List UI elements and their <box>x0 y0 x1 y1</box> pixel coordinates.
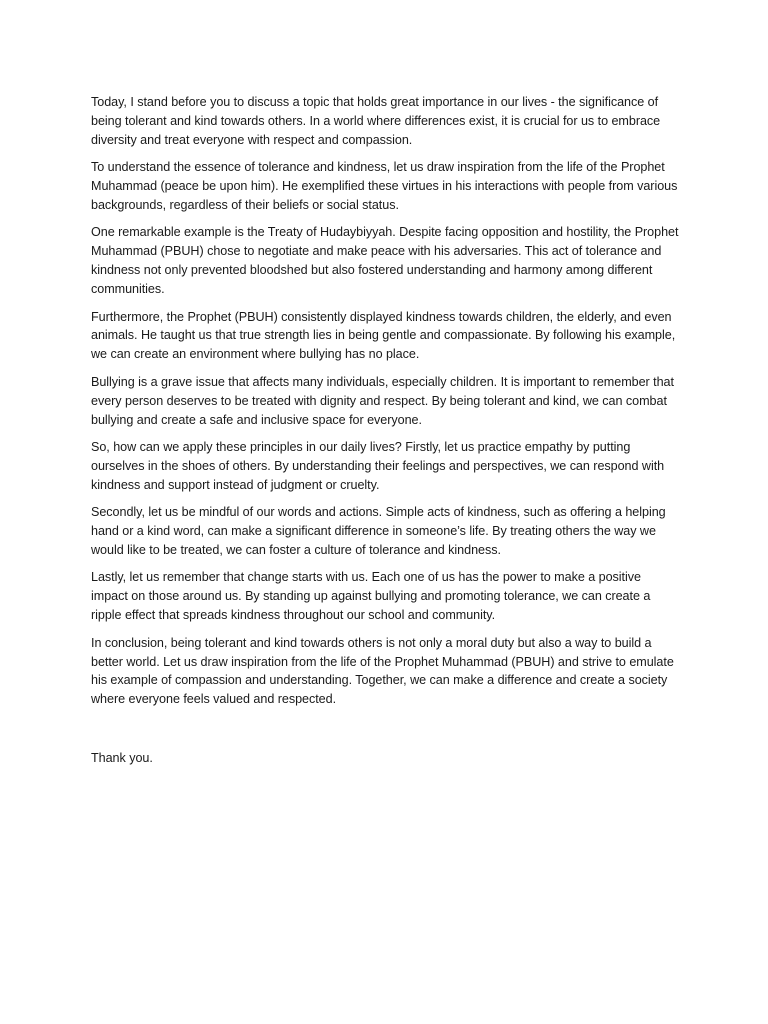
paragraph-bullying: Bullying is a grave issue that affects many individuals, especially children. It is important to remember that every person deserves to be treated with dignity and respect. By being tolerant and kind, we can combat bullying and create a safe and inclusive space for everyone. <box>91 374 674 427</box>
paragraph-conclusion: In conclusion, being tolerant and kind towards others is not only a moral duty but also a way to build a better world. Let us draw inspiration from the life of the Prophet Muhammad (PBUH) and strive to emulate his example of compassion and understanding. Together, we can make a difference and create a society where everyone feels valued and respected. <box>91 635 674 707</box>
paragraph-inspiration: To understand the essence of tolerance and kindness, let us draw inspiration from the life of the Prophet Muhammad (peace be upon him). He exemplified these virtues in his interactions with people from various backgrounds, regardless of their beliefs or social status. <box>91 160 678 213</box>
closing-line: Thank you. <box>91 751 153 766</box>
paragraph-change: Lastly, let us remember that change starts with us. Each one of us has the power to make a positive impact on those around us. By standing up against bullying and promoting tolerance, we can create a ripple effect that spreads kindness throughout our school and community. <box>91 570 651 623</box>
paragraph-words-actions: Secondly, let us be mindful of our words and actions. Simple acts of kindness, such as offering a helping hand or a kind word, can make a significant difference in someone’s life. By treating others the way we would like to be treated, we can foster a culture of tolerance and kindness. <box>91 505 666 558</box>
paragraph-hudaybiyyah: One remarkable example is the Treaty of Hudaybiyyah. Despite facing opposition and hostility, the Prophet Muhammad (PBUH) chose to negotiate and make peace with his adversaries. This act of tolerance and kindness not only prevented bloodshed but also fostered understanding and harmony among different communities. <box>91 225 679 297</box>
paragraph-empathy: So, how can we apply these principles in our daily lives? Firstly, let us practice empathy by putting ourselves in the shoes of others. By understanding their feelings and perspectives, we can respond with kindness and support instead of judgment or cruelty. <box>91 440 665 492</box>
paragraph-kindness-examples: Furthermore, the Prophet (PBUH) consistently displayed kindness towards children, the elderly, and even animals. He taught us that true strength lies in being gentle and compassionate. By following his example, we can create an environment where bullying has no place. <box>91 309 676 362</box>
paragraph-intro: Today, I stand before you to discuss a topic that holds great importance in our lives - the significance of being tolerant and kind towards others. In a world where differences exist, it is crucial for us to embrace diversity and treat everyone with respect and compassion. <box>91 95 661 147</box>
